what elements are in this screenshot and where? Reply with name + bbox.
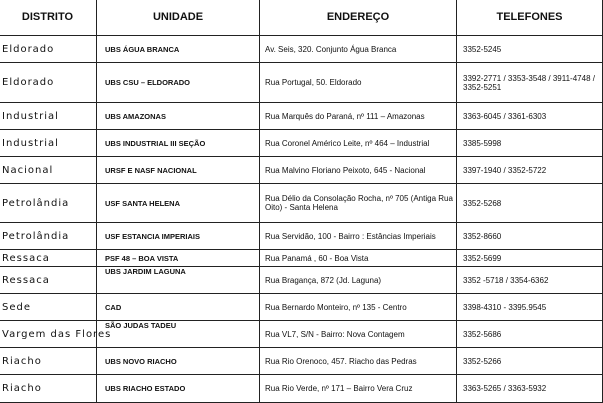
table-row [0,63,603,103]
cell-distrito: Nacional [0,157,97,184]
cell-telefones: 3352-5268 [457,184,603,223]
cell-telefones: 3352-5245 [457,36,603,63]
table-row [0,157,603,184]
cell-endereco: Rua Coronel Américo Leite, nº 464 – Industrial [260,130,457,157]
cell-telefones: 3352-5266 [457,348,603,375]
cell-telefones: 3397-1940 / 3352-5722 [457,157,603,184]
table-row [0,130,603,157]
cell-endereco: Av. Seis, 320. Conjunto Água Branca [260,36,457,63]
header-distrito: DISTRITO [0,0,97,36]
cell-distrito: Ressaca [0,250,97,267]
table-row [0,36,603,63]
cell-distrito: Riacho [0,348,97,375]
cell-unidade: UBS INDUSTRIAL III SEÇÃO [97,130,260,157]
header-unidade: UNIDADE [97,0,260,36]
cell-endereco: Rua Rio Verde, nº 171 – Bairro Vera Cruz [260,375,457,403]
cell-unidade: USF SANTA HELENA [97,184,260,223]
cell-endereco: Rua Délio da Consolação Rocha, nº 705 (Antiga Rua Oito) - Santa Helena [260,184,457,223]
cell-distrito: Eldorado [0,36,97,63]
header-telefones: TELEFONES [457,0,603,36]
cell-telefones: 3352-8660 [457,223,603,250]
cell-telefones: 3385-5998 [457,130,603,157]
cell-telefones: 3398-4310 - 3395.9545 [457,294,603,321]
table-row [0,294,603,321]
cell-unidade: URSF E NASF NACIONAL [97,157,260,184]
header-row [0,0,603,36]
cell-endereco: Rua Bernardo Monteiro, nº 135 - Centro [260,294,457,321]
cell-unidade: SÃO JUDAS TADEU [97,321,260,348]
table-row [0,103,603,130]
cell-unidade: UBS AMAZONAS [97,103,260,130]
table-row [0,375,603,403]
cell-endereco: Rua VL7, S/N - Bairro: Nova Contagem [260,321,457,348]
cell-endereco: Rua Panamá , 60 - Boa Vista [260,250,457,267]
header-endereco: ENDEREÇO [260,0,457,36]
cell-telefones: 3392-2771 / 3353-3548 / 3911-4748 / 3352-5251 [457,63,603,103]
table-row [0,267,603,294]
table-row [0,223,603,250]
cell-telefones: 3352-5686 [457,321,603,348]
cell-distrito: Petrolândia [0,184,97,223]
cell-unidade: UBS CSU – ELDORADO [97,63,260,103]
cell-distrito: Industrial [0,130,97,157]
cell-distrito: Riacho [0,375,97,403]
cell-unidade: PSF 48 – BOA VISTA [97,250,260,267]
cell-endereco: Rua Portugal, 50. Eldorado [260,63,457,103]
cell-unidade: USF ESTANCIA IMPERIAIS [97,223,260,250]
cell-endereco: Rua Malvino Floriano Peixoto, 645 - Nacional [260,157,457,184]
cell-unidade: UBS NOVO RIACHO [97,348,260,375]
cell-distrito: Eldorado [0,63,97,103]
cell-endereco: Rua Bragança, 872 (Jd. Laguna) [260,267,457,294]
table-row [0,184,603,223]
cell-distrito: Ressaca [0,267,97,294]
cell-telefones: 3352 -5718 / 3354-6362 [457,267,603,294]
cell-endereco: Rua Marquês do Paraná, nº 111 – Amazonas [260,103,457,130]
table-row [0,321,603,348]
cell-unidade: CAD [97,294,260,321]
cell-telefones: 3363-5265 / 3363-5932 [457,375,603,403]
cell-telefones: 3363-6045 / 3361-6303 [457,103,603,130]
cell-unidade: UBS ÁGUA BRANCA [97,36,260,63]
cell-endereco: Rua Servidão, 100 - Bairro : Estâncias Imperiais [260,223,457,250]
cell-endereco: Rua Rio Orenoco, 457. Riacho das Pedras [260,348,457,375]
cell-distrito: Sede [0,294,97,321]
cell-unidade: UBS JARDIM LAGUNA [97,267,260,294]
cell-distrito: Petrolândia [0,223,97,250]
cell-distrito: Industrial [0,103,97,130]
table-row [0,250,603,267]
cell-telefones: 3352-5699 [457,250,603,267]
cell-unidade: UBS RIACHO ESTADO [97,375,260,403]
cell-distrito: Vargem das Flores [0,321,97,348]
table-row [0,348,603,375]
